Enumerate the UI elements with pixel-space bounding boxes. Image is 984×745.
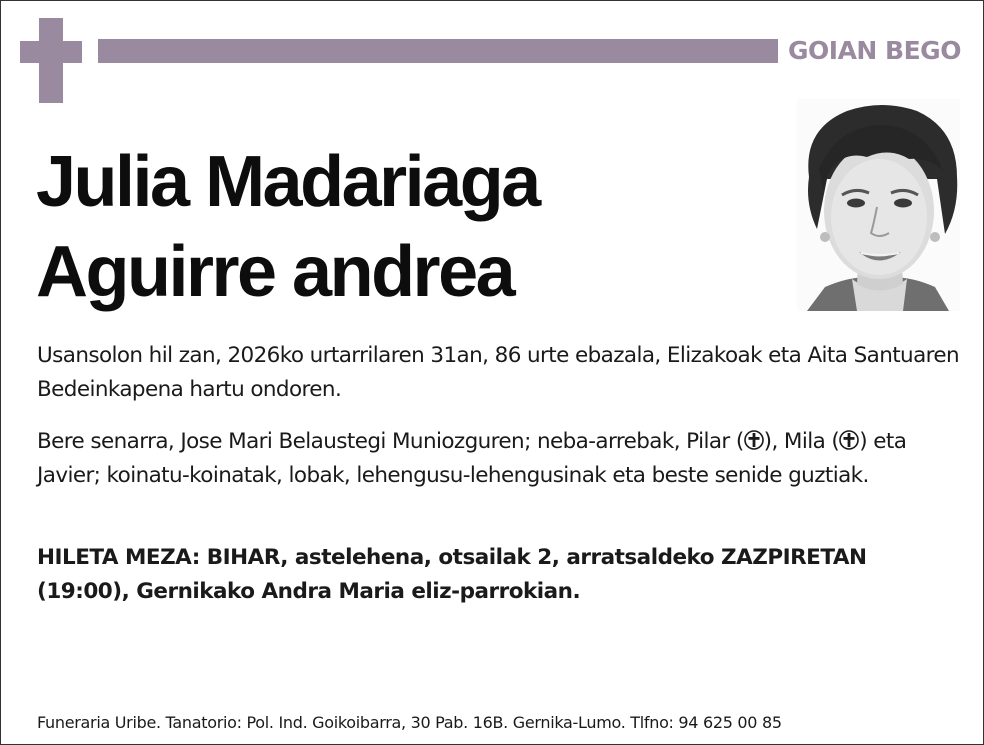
name-line-1: Julia Madariaga [36,142,539,222]
name-line-2: Aguirre andrea [36,232,514,312]
death-notice-paragraph: Usansolon hil zan, 2026ko urtarrilaren 31an, 86 urte ebazala, Elizakoak eta Aita Santuaren Bedeinkapena hartu ondoren. [37,343,960,402]
family-text-part-3: ) eta Javier; koinatu-koinatak, lobak, lehengusu-lehengusinak eta beste senide guztiak. [37,429,907,488]
portrait-photo [797,99,960,311]
funeral-home-footer: Funeraria Uribe. Tanatorio: Pol. Ind. Goikoibarra, 30 Pab. 16B. Gernika-Lumo. Tlfno: 94 625 00 85 [37,713,782,732]
deceased-name [36,137,776,317]
small-cross-icon [839,429,859,451]
small-cross-icon [744,429,764,451]
header-label: GOIAN BEGO [788,36,961,65]
cross-icon [20,18,82,103]
family-text-part-2: ), Mila ( [763,429,840,454]
family-paragraph [37,425,962,493]
funeral-mass-paragraph: HILETA MEZA: BIHAR, astelehena, otsailak 2, arratsaldeko ZAZPIRETAN (19:00), Gernikako Andra Maria eliz-parrokian. [37,545,867,604]
header-rule [98,39,778,63]
family-text-part-1: Bere senarra, Jose Mari Belaustegi Muniozguren; neba-arrebak, Pilar ( [37,429,744,454]
